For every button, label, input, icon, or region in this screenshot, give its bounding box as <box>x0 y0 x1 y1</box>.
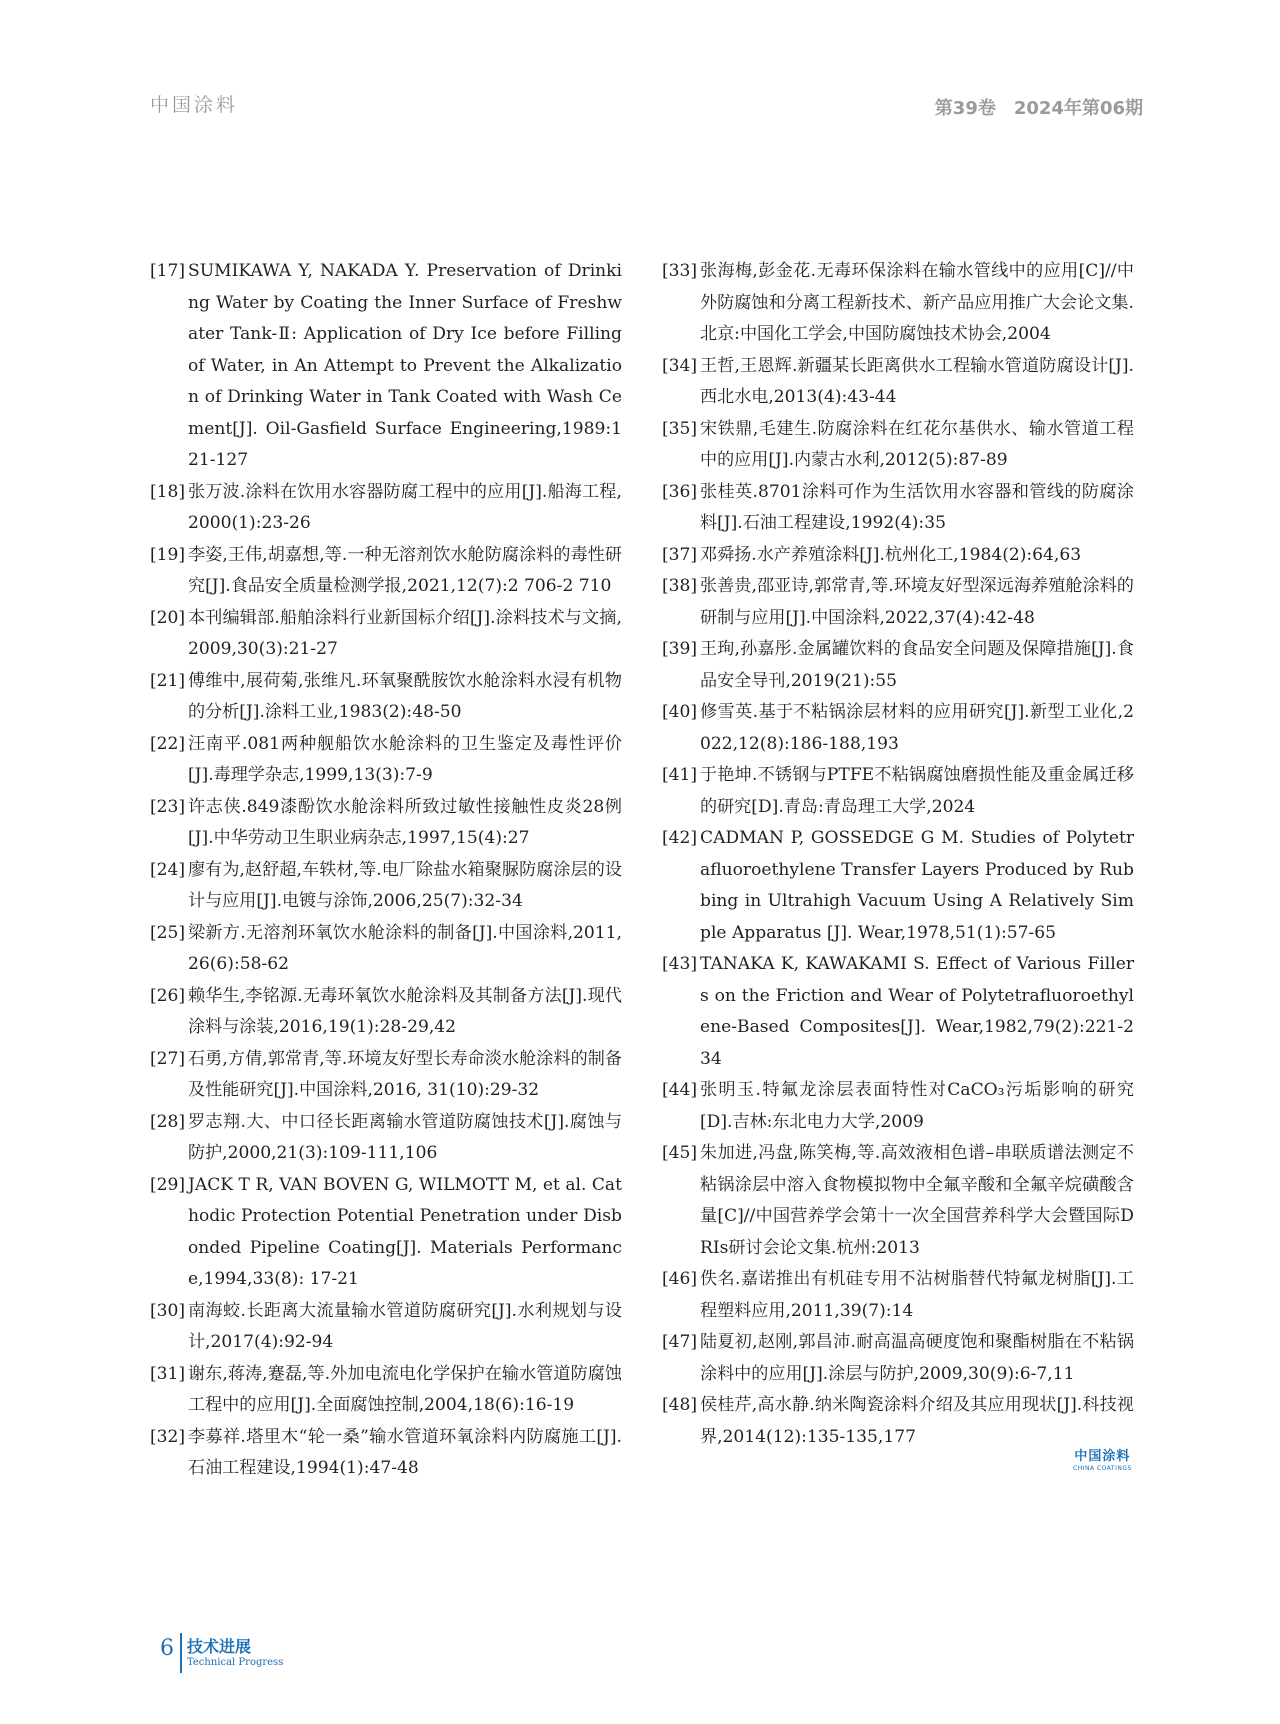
reference-text: 邓舜扬.水产养殖涂料[J].杭州化工,1984(2):64,63 <box>700 544 1082 565</box>
reference-text: 石勇,方倩,郭常青,等.环境友好型长寿命淡水舱涂料的制备及性能研究[J].中国涂料,2016, 31(10):29-32 <box>188 1048 622 1100</box>
section-title-cn: 技术进展 <box>187 1637 252 1656</box>
reference-number: [29] <box>150 1174 186 1195</box>
reference-text: 王哲,王恩辉.新疆某长距离供水工程输水管道防腐设计[J].西北水电,2013(4):43-44 <box>700 355 1134 407</box>
reference-text: 张善贵,邵亚诗,郭常青,等.环境友好型深远海养殖舱涂料的研制与应用[J].中国涂料,2022,37(4):42-48 <box>700 576 1134 628</box>
reference-number: [20] <box>150 607 186 628</box>
reference-number: [43] <box>662 954 698 974</box>
reference-item <box>150 477 622 540</box>
reference-item <box>662 1264 1134 1327</box>
reference-number: [30] <box>150 1300 186 1321</box>
reference-item <box>662 571 1134 634</box>
reference-number: [34] <box>662 355 698 376</box>
reference-item <box>150 918 622 981</box>
reference-item <box>662 949 1134 1075</box>
china-coatings-logo <box>1073 1445 1132 1472</box>
reference-number: [37] <box>662 544 698 565</box>
reference-text: TANAKA K, KAWAKAMI S. Effect of Various Fillers on the Friction and Wear of Polytetrafluoroethylene-Based Composites[J]. Wear,1982,79(2):221-234 <box>700 954 1134 1069</box>
reference-text: 张桂英.8701涂料可作为生活饮用水容器和管线的防腐涂料[J].石油工程建设,1992(4):35 <box>700 481 1134 533</box>
reference-number: [36] <box>662 481 698 502</box>
reference-text: 谢东,蒋涛,蹇磊,等.外加电流电化学保护在输水管道防腐蚀工程中的应用[J].全面腐蚀控制,2004,18(6):16-19 <box>188 1363 622 1415</box>
reference-text: 汪南平.081两种舰船饮水舱涂料的卫生鉴定及毒性评价[J].毒理学杂志,1999,13(3):7-9 <box>188 733 622 785</box>
reference-text: 朱加进,冯盘,陈笑梅,等.高效液相色谱–串联质谱法测定不粘锅涂层中溶入食物模拟物中全氟辛酸和全氟辛烷磺酸含量[C]//中国营养学会第十一次全国营养科学大会暨国际DRIs研讨会论文集.杭州:2013 <box>700 1143 1134 1258</box>
reference-item <box>150 981 622 1044</box>
reference-item <box>150 1359 622 1422</box>
reference-number: [35] <box>662 418 698 439</box>
reference-item <box>662 634 1134 697</box>
reference-item <box>150 1107 622 1170</box>
reference-item <box>150 540 622 603</box>
reference-text: JACK T R, VAN BOVEN G, WILMOTT M, et al. Cathodic Protection Potential Penetration under Disbonded Pipeline Coating[J]. Materials Performance,1994,33(8): 17-21 <box>188 1174 622 1289</box>
reference-text: 傅维中,展荷菊,张维凡.环氧聚酰胺饮水舱涂料水浸有机物的分析[J].涂料工业,1983(2):48-50 <box>188 670 622 722</box>
reference-item <box>662 1075 1134 1138</box>
reference-text: 李募祥.塔里木“轮一桑”输水管道环氧涂料内防腐施工[J].石油工程建设,1994(1):47-48 <box>188 1426 622 1478</box>
reference-item <box>662 351 1134 414</box>
logo-cn: 中国涂料 <box>1074 1449 1131 1464</box>
reference-item <box>150 1170 622 1296</box>
references-right-column <box>662 256 1134 1453</box>
reference-item <box>662 477 1134 540</box>
reference-number: [42] <box>662 828 698 848</box>
reference-item <box>150 603 622 666</box>
reference-number: [17] <box>150 261 186 281</box>
reference-number: [47] <box>662 1332 698 1352</box>
reference-text: CADMAN P, GOSSEDGE G M. Studies of Polytetrafluoroethylene Transfer Layers Produced by Rubbing in Ultrahigh Vacuum Using A Relatively Simple Apparatus [J]. Wear,1978,51(1):57-65 <box>700 828 1134 943</box>
reference-text: 赖华生,李铭源.无毒环氧饮水舱涂料及其制备方法[J].现代涂料与涂装,2016,19(1):28-29,42 <box>188 985 622 1037</box>
reference-text: 佚名.嘉诺推出有机硅专用不沾树脂替代特氟龙树脂[J].工程塑料应用,2011,39(7):14 <box>700 1269 1134 1321</box>
reference-number: [25] <box>150 922 186 943</box>
reference-number: [45] <box>662 1143 698 1163</box>
reference-number: [18] <box>150 481 186 502</box>
reference-text: 罗志翔.大、中口径长距离输水管道防腐蚀技术[J].腐蚀与防护,2000,21(3):109-111,106 <box>188 1111 622 1163</box>
reference-number: [26] <box>150 985 186 1006</box>
reference-item <box>662 1390 1134 1453</box>
reference-number: [27] <box>150 1048 186 1069</box>
reference-number: [32] <box>150 1426 186 1447</box>
reference-number: [24] <box>150 859 186 880</box>
page-number: 6 <box>160 1636 174 1661</box>
reference-number: [46] <box>662 1269 698 1289</box>
reference-item <box>150 1044 622 1107</box>
reference-text: 廖有为,赵舒超,车轶材,等.电厂除盐水箱聚脲防腐涂层的设计与应用[J].电镀与涂饰,2006,25(7):32-34 <box>188 859 622 911</box>
reference-text: 张明玉.特氟龙涂层表面特性对CaCO₃污垢影响的研究[D].吉林:东北电力大学,2009 <box>700 1080 1134 1132</box>
reference-number: [39] <box>662 639 698 659</box>
reference-text: 张万波.涂料在饮用水容器防腐工程中的应用[J].船海工程,2000(1):23-26 <box>188 481 622 533</box>
reference-item <box>150 792 622 855</box>
reference-text: 李姿,王伟,胡嘉想,等.一种无溶剂饮水舱防腐涂料的毒性研究[J].食品安全质量检测学报,2021,12(7):2 706-2 710 <box>188 544 622 596</box>
reference-item <box>150 1296 622 1359</box>
reference-number: [23] <box>150 796 186 817</box>
reference-text: 许志侠.849漆酚饮水舱涂料所致过敏性接触性皮炎28例[J].中华劳动卫生职业病杂志,1997,15(4):27 <box>188 796 622 848</box>
reference-item <box>662 1327 1134 1390</box>
footer-divider <box>180 1633 182 1673</box>
reference-text: SUMIKAWA Y, NAKADA Y. Preservation of Drinking Water by Coating the Inner Surface of Freshwater Tank-Ⅱ: Application of Dry Ice before Filling of Water, in An Attempt to Prevent the Alkalization of Drinking Water in Tank Coated with Wash Cement[J]. Oil-Gasfield Surface Engineering,1989:121-127 <box>188 261 622 470</box>
reference-text: 南海蛟.长距离大流量输水管道防腐研究[J].水利规划与设计,2017(4):92-94 <box>188 1300 622 1352</box>
reference-item <box>662 540 1134 572</box>
reference-number: [22] <box>150 733 186 754</box>
reference-text: 本刊编辑部.船舶涂料行业新国标介绍[J].涂料技术与文摘,2009,30(3):21-27 <box>188 607 622 659</box>
reference-text: 修雪英.基于不粘锅涂层材料的应用研究[J].新型工业化,2022,12(8):186-188,193 <box>700 702 1134 754</box>
references-left-column <box>150 256 622 1485</box>
reference-item <box>662 823 1134 949</box>
reference-text: 张海梅,彭金花.无毒环保涂料在输水管线中的应用[C]//中外防腐蚀和分离工程新技术、新产品应用推广大会论文集.北京:中国化工学会,中国防腐蚀技术协会,2004 <box>700 261 1134 344</box>
logo-en: CHINA COATINGS <box>1073 1465 1132 1472</box>
reference-item <box>662 256 1134 351</box>
reference-number: [21] <box>150 670 186 691</box>
reference-item <box>662 760 1134 823</box>
reference-item <box>150 729 622 792</box>
journal-name: 中国涂料 <box>150 94 239 116</box>
reference-number: [48] <box>662 1395 698 1415</box>
reference-number: [28] <box>150 1111 186 1132</box>
reference-number: [19] <box>150 544 186 565</box>
reference-text: 宋铁鼎,毛建生.防腐涂料在红花尔基供水、输水管道工程中的应用[J].内蒙古水利,2012(5):87-89 <box>700 418 1134 470</box>
reference-number: [40] <box>662 702 698 722</box>
section-title-en: Technical Progress <box>187 1657 284 1668</box>
reference-item <box>150 1422 622 1485</box>
reference-number: [38] <box>662 576 698 596</box>
reference-text: 王珣,孙嘉彤.金属罐饮料的食品安全问题及保障措施[J].食品安全导刊,2019(21):55 <box>700 639 1134 691</box>
reference-item <box>662 1138 1134 1264</box>
reference-item <box>150 256 622 477</box>
reference-number: [41] <box>662 765 698 785</box>
reference-number: [31] <box>150 1363 186 1384</box>
issue-info: 第39卷 2024年第06期 <box>934 98 1143 119</box>
reference-text: 陆夏初,赵刚,郭昌沛.耐高温高硬度饱和聚酯树脂在不粘锅涂料中的应用[J].涂层与防护,2009,30(9):6-7,11 <box>700 1332 1134 1384</box>
reference-item <box>662 697 1134 760</box>
reference-text: 侯桂芹,高水静.纳米陶瓷涂料介绍及其应用现状[J].科技视界,2014(12):135-135,177 <box>700 1395 1134 1447</box>
reference-item <box>150 666 622 729</box>
reference-item <box>662 414 1134 477</box>
reference-text: 于艳坤.不锈钢与PTFE不粘锅腐蚀磨损性能及重金属迁移的研究[D].青岛:青岛理工大学,2024 <box>700 765 1134 817</box>
reference-text: 梁新方.无溶剂环氧饮水舱涂料的制备[J].中国涂料,2011,26(6):58-62 <box>188 922 622 974</box>
reference-number: [44] <box>662 1080 698 1100</box>
reference-item <box>150 855 622 918</box>
reference-number: [33] <box>662 261 698 281</box>
